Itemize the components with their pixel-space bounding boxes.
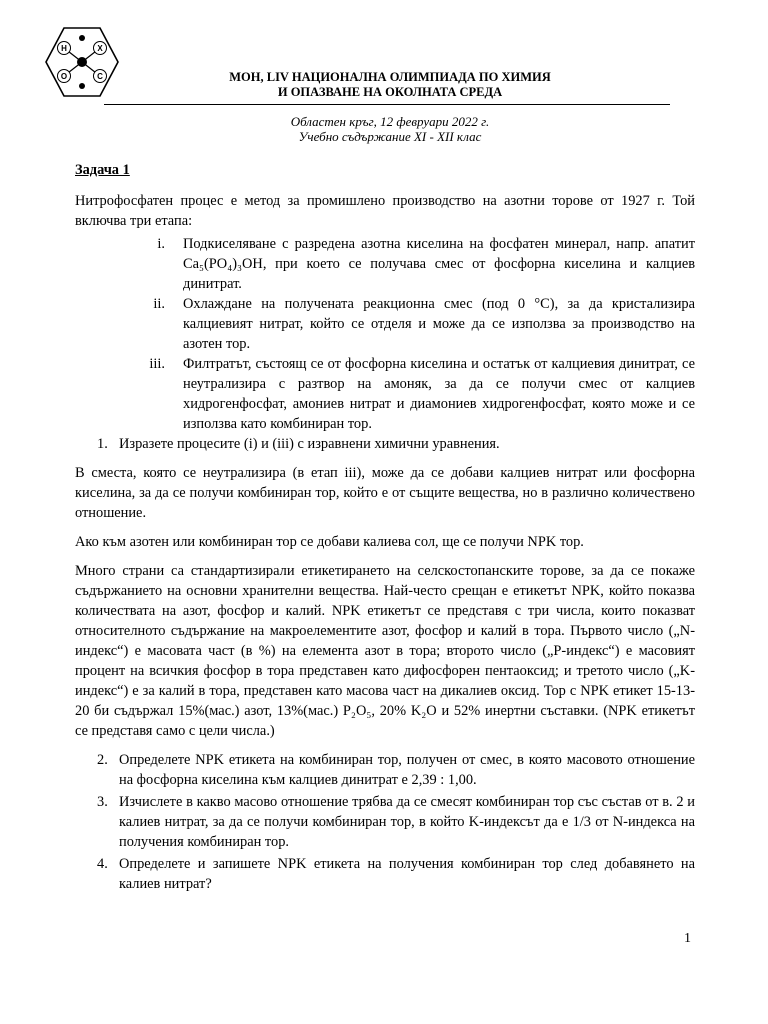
stage-item [75,354,695,434]
title-line-2: И ОПАЗВАНЕ НА ОКОЛНАТА СРЕДА [277,85,503,99]
stage-numeral: ii. [153,296,165,312]
question-1-list [75,434,695,454]
stage-list [75,234,695,434]
question-text: Изчислете в какво масово отношение трябва да се смесят комбиниран тор със състав от в. 2 и калиев нитрат, за да се получи комбиниран тор, в който K-индексът да е 1/3 от N-индекса на получения комбиниран тор. [119,794,695,850]
stage-item [75,234,695,294]
question-item [75,434,695,454]
question-text: Изразете процесите (i) и (iii) с изравнени химични уравнения. [119,436,500,452]
task-body [75,160,695,896]
question-number: 3. [97,794,108,810]
round-info [160,114,620,144]
npk-text-b: , 20% [371,703,411,719]
stage-text: Охлаждане на получената реакционна смес (под 0 °C), за да кристализира калциевият нитрат, който се отделя и може да се използва за производство на азотен тор. [183,296,695,352]
npk-text-c: и 52% инертни съставки. (NPK етикетът се представя само с цели числа.) [75,703,695,739]
paragraph-npk-intro: Ако към азотен или комбиниран тор се добави калиева сол, ще се получи NPK тор. [75,534,584,550]
stage-numeral: iii. [149,356,165,372]
question-number: 1. [97,436,108,452]
logo-letter-o: О [60,72,68,81]
p2o5-formula: P₂O₅ [342,703,372,719]
k2o-formula: K₂O [410,703,437,719]
stage-numeral: i. [157,236,165,252]
question-item [75,750,695,790]
stage-text-cont: , при което се получава смес от фосфорна киселина и калциев динитрат. [183,256,695,292]
logo-letter-h: Х [97,44,103,53]
question-text: Определете и запишете NPK етикета на получения комбиниран тор след добавянето на калиев нитрат? [119,856,695,892]
paragraph-neutralization: В сместа, която се неутрализира (в етап iii), може да се добави калциев нитрат или фосфорна киселина, за да се получи комбиниран тор, който е от същите вещества, но в различно количествено отношение. [75,465,695,521]
stage-item [75,294,695,354]
logo-letter-n: Н [61,44,67,53]
apatite-formula: Ca₅(PO₄)₃OH [183,256,263,272]
intro-paragraph: Нитрофосфатен процес е метод за промишлено производство на азотни торове от 1927 г. Той включва три етапа: [75,193,695,229]
question-item [75,854,695,894]
header-divider [104,104,670,105]
question-number: 4. [97,856,108,872]
question-number: 2. [97,752,108,768]
round-date: Областен кръг, 12 февруари 2022 г. [290,114,490,129]
logo-letter-c: С [97,72,103,81]
question-list [75,750,695,894]
curriculum-grade: Учебно съдържание XI - XII клас [298,129,482,144]
question-text: Определете NPK етикета на комбиниран тор, получен от смес, в която масовото отношение на фосфорна киселина към калциев динитрат е 2,39 : 1,00. [119,752,695,788]
page-number: 1 [684,931,691,946]
question-item [75,792,695,852]
stage-text: Подкиселяване с разредена азотна киселина на фосфатен минерал, напр. апатит [183,236,695,252]
npk-text-a: Много страни са стандартизирали етикетирането на селскостопанските торове, за да се покаже съдържанието на основни хранителни вещества. Най-често срещан е етикетът NPK, който показва количествата на азот, фосфор и калий. NPK етикетът се представя с три числа, които показват относителното съдържание на макроелементите азот, фосфор и калий в тора. Първото число („N-индекс“) е масовата част (в %) на елемента азот в тора; второто число („P-индекс“) е масовият процент на всичкия фосфор в тора представен като дифосфорен пентаоксид; и третото число („K-индекс“) е за калий в тора, представен като масова част на дикалиев оксид. Тор с NPK етикет 15-13-20 би съдържал 15%(мас.) азот, 13%(мас.) [75,563,695,719]
stage-text: Филтратът, състоящ се от фосфорна киселина и остатък от калциевия динитрат, се неутрализира с разтвор на амоняк, за да се получи смес от калциев хидрогенфосфат, амониев нитрат и диамониев хидрогенфосфат, която може и се използва като комбиниран тор. [183,356,695,432]
olympiad-title [160,70,620,100]
task-title: Задача 1 [75,162,130,178]
olympiad-logo [42,22,122,102]
title-line-1: МОН, LIV НАЦИОНАЛНА ОЛИМПИАДА ПО ХИМИЯ [229,70,551,84]
paragraph-npk-label [75,561,695,741]
